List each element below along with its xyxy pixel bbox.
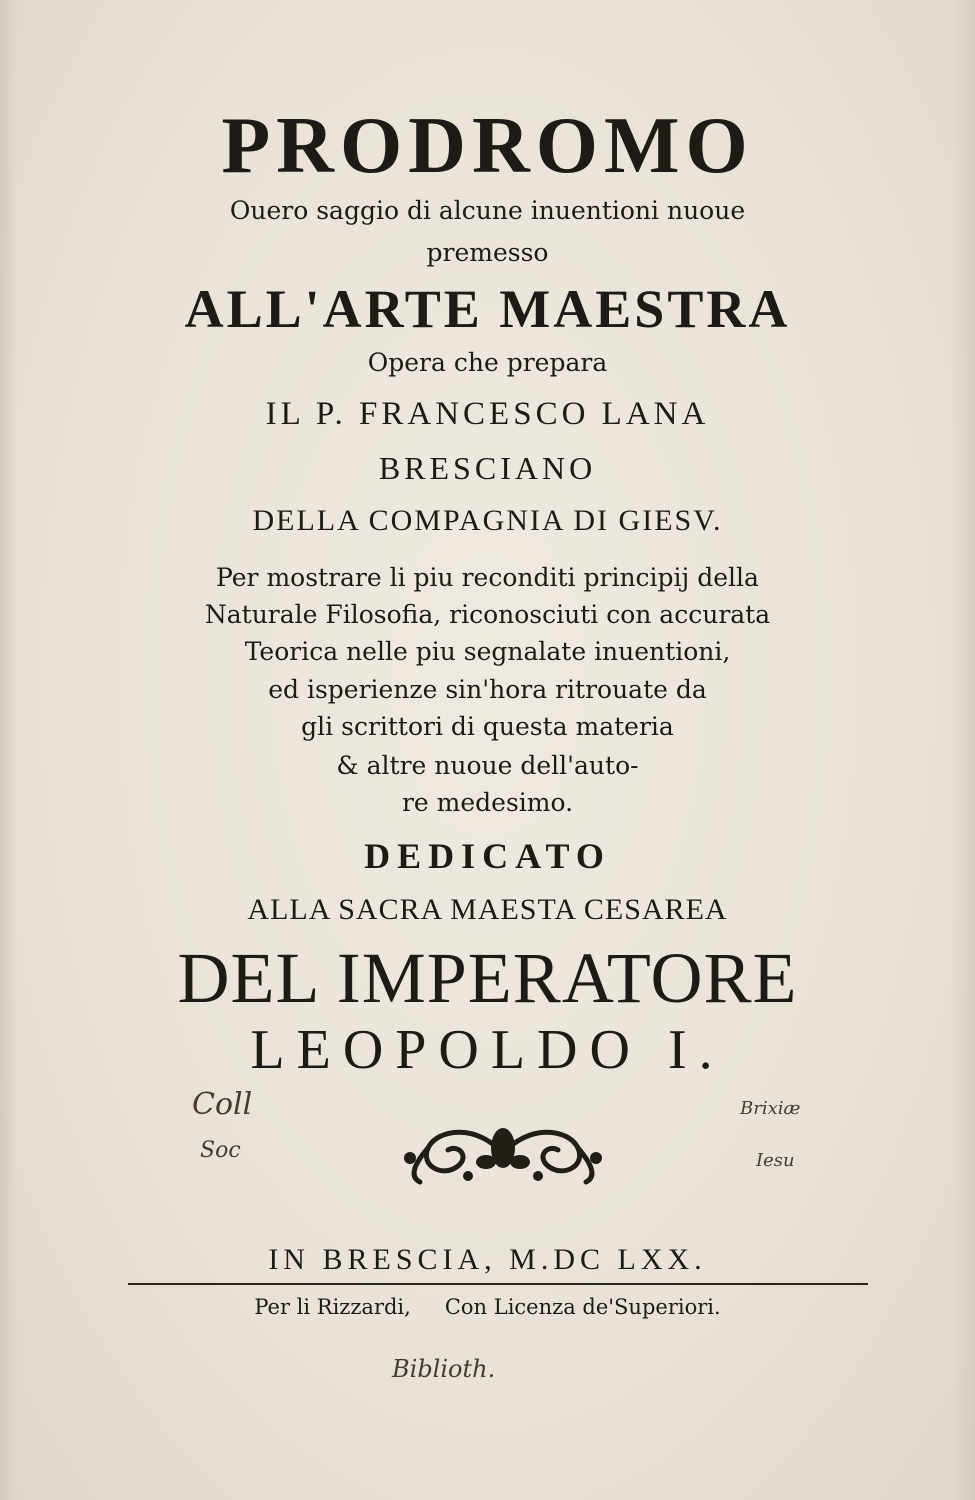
description-line-6: & altre nuoue dell'auto- [336,751,639,780]
printer-name: Per li Rizzardi, [254,1295,411,1319]
dedication-label: DEDICATO [364,836,611,876]
description-line-3: Teorica nelle piu segnalate inuentioni, [244,637,731,666]
page-edge-right [953,0,975,1500]
dedication-line: ALLA SACRA MAESTA CESAREA [247,893,728,926]
subtitle-line-2: premesso [426,238,549,267]
manuscript-library-mark: Biblioth. [392,1355,496,1383]
floral-fleuron-icon [398,1118,608,1190]
description-line-5: gli scrittori di questa materia [301,712,674,741]
manuscript-note-right-2: Iesu [756,1150,795,1171]
imprint-line: IN BRESCIA, M.DC LXX. [268,1243,707,1276]
author-origin: BRESCIANO [378,450,597,486]
society-line: DELLA COMPAGNIA DI GIESV. [252,504,723,537]
description-line-4: ed isperienze sin'hora ritrouate da [268,675,707,704]
page-edge-left [0,0,18,1500]
emperor-line-2: LEOPOLDO I. [250,1019,725,1081]
subtitle-line-1: Ouero saggio di alcune inuentioni nuoue [229,196,746,225]
description-line-7: re medesimo. [401,788,574,817]
author-name: IL P. FRANCESCO LANA [265,396,710,432]
manuscript-note-left: Coll [192,1087,253,1122]
work-title: ALL'ARTE MAESTRA [184,279,791,339]
emperor-line-1: DEL IMPERATORE [177,938,798,1018]
license-text: Con Licenza de'Superiori. [444,1295,721,1319]
manuscript-note-right: Brixiæ [740,1098,801,1119]
manuscript-note-left-2: Soc [200,1138,241,1163]
opera-line: Opera che prepara [367,348,608,377]
publisher-line [0,1297,975,1318]
imprint-rule [128,1283,868,1285]
main-title: PRODROMO [221,102,754,190]
description-line-2: Naturale Filosofia, riconosciuti con accurata [204,600,771,629]
description-line-1: Per mostrare li piu reconditi principij della [216,563,759,592]
